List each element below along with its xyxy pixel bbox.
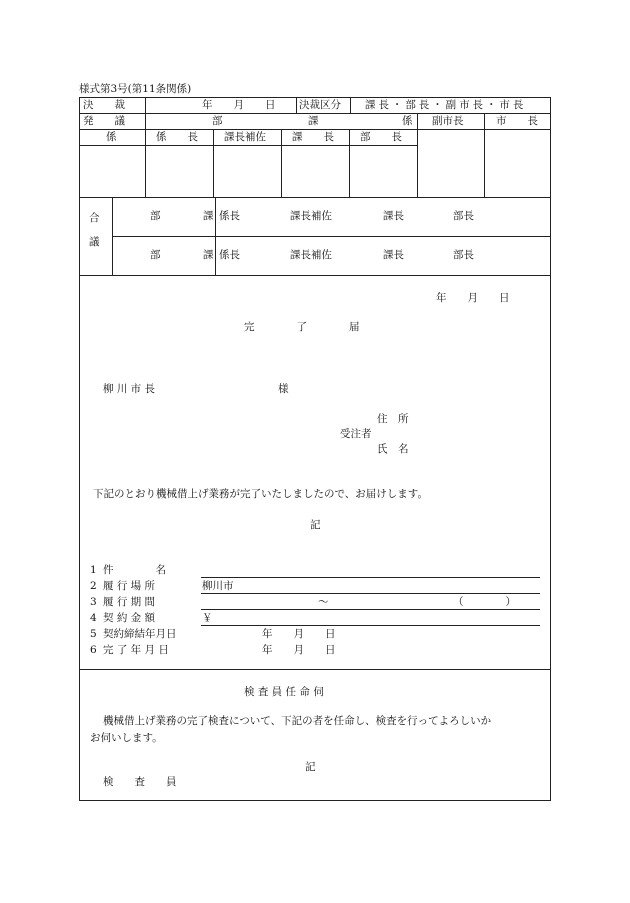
item-label: 完 了 年 月 日 [103,644,169,656]
notice-date: 年 月 日 [436,292,510,304]
item-no: 3 [90,596,97,608]
divider [349,129,350,197]
col-kacho-hosa: 課長補佐 [224,131,266,143]
inspector-label: 検 査 員 [103,776,177,788]
divider [79,669,551,670]
divider [215,197,216,275]
sama: 様 [278,383,289,395]
name-label: 氏 名 [377,443,409,455]
item-underline [201,625,540,626]
kubun-label: 決裁区分 [299,99,341,111]
item-value: 年 月 日 [262,628,336,640]
inspection-title: 検 査 員 任 命 伺 [244,686,324,698]
divider [145,97,146,113]
notice-ki: 記 [310,519,321,531]
item-no: 4 [90,612,97,624]
inspection-body-line1: 機械借上げ業務の完了検査について、下記の者を任命し、検査を行ってよろしいか [103,715,492,727]
section-label: 課 [308,115,319,127]
divider [350,97,351,113]
col-bucho: 部 長 [360,131,402,143]
divider [296,97,297,113]
kessai-date: 年 月 日 [202,99,276,111]
consult-role: 課長補佐 [290,249,332,261]
col-kakari: 係 [106,131,117,143]
divider [79,129,551,130]
consult-role: 係長 [219,210,240,222]
hatsugi-label: 発 議 [83,115,125,127]
consult-ka: 課 [203,210,214,222]
consult-role: 課長 [383,249,404,261]
divider [145,113,146,129]
item-value: 柳川市 [202,580,234,592]
divider [417,113,418,197]
consult-role: 係長 [219,249,240,261]
divider [112,236,551,237]
divider [112,197,113,275]
item-value: 年 月 日 [262,644,336,656]
aigi-label: 合 議 [89,212,100,249]
item-label: 件 名 [103,564,166,576]
consult-bu: 部 [150,210,161,222]
addressee: 柳 川 市 長 [103,383,156,395]
item-underline [201,577,540,578]
item-no: 1 [90,564,97,576]
contractor-label: 受注者 [340,428,372,440]
item-underline [201,609,540,610]
shicho-label: 市 長 [496,115,538,127]
consult-role: 課長補佐 [290,210,332,222]
notice-title: 完 了 届 [244,321,360,333]
kubun-value: 課長・部長・副市長・市長 [365,99,527,111]
item-value: ￥ [202,612,213,624]
item-no: 2 [90,580,97,592]
item-label: 履 行 場 所 [103,580,156,592]
divider [79,113,551,114]
consult-bu: 部 [150,249,161,261]
item-label: 履 行 期 間 [103,596,156,608]
item-no: 6 [90,644,97,656]
address-label: 住 所 [377,413,409,425]
col-kacho: 課 長 [292,131,334,143]
divider [145,129,146,197]
inspection-ki: 記 [305,761,316,773]
dept-label: 部 [212,115,223,127]
divider [281,129,282,197]
consult-role: 部長 [453,249,474,261]
col-kakaricho: 係 長 [156,131,198,143]
inspection-body-line2: お伺いします。 [90,732,163,744]
consult-role: 課長 [383,210,404,222]
divider [79,197,551,198]
item-label: 契 約 金 額 [103,612,156,624]
notice-body: 下記のとおり機械借上げ業務が完了いたしましたので、お届けします。 [93,488,428,500]
item-paren: （ ） [453,596,516,608]
item-no: 5 [90,628,97,640]
item-value: ～ [318,596,329,608]
consult-ka: 課 [203,249,214,261]
divider [79,275,551,276]
divider [79,145,417,146]
divider [484,113,485,197]
kessai-label: 決 裁 [83,99,125,111]
form-number: 様式第3号(第11条関係) [79,83,192,95]
divider [213,129,214,197]
fuku-shicho-label: 副市長 [432,115,464,127]
consult-role: 部長 [453,210,474,222]
item-underline [201,593,540,594]
item-label: 契約締結年月日 [103,628,177,640]
kakari-label: 係 [402,115,413,127]
